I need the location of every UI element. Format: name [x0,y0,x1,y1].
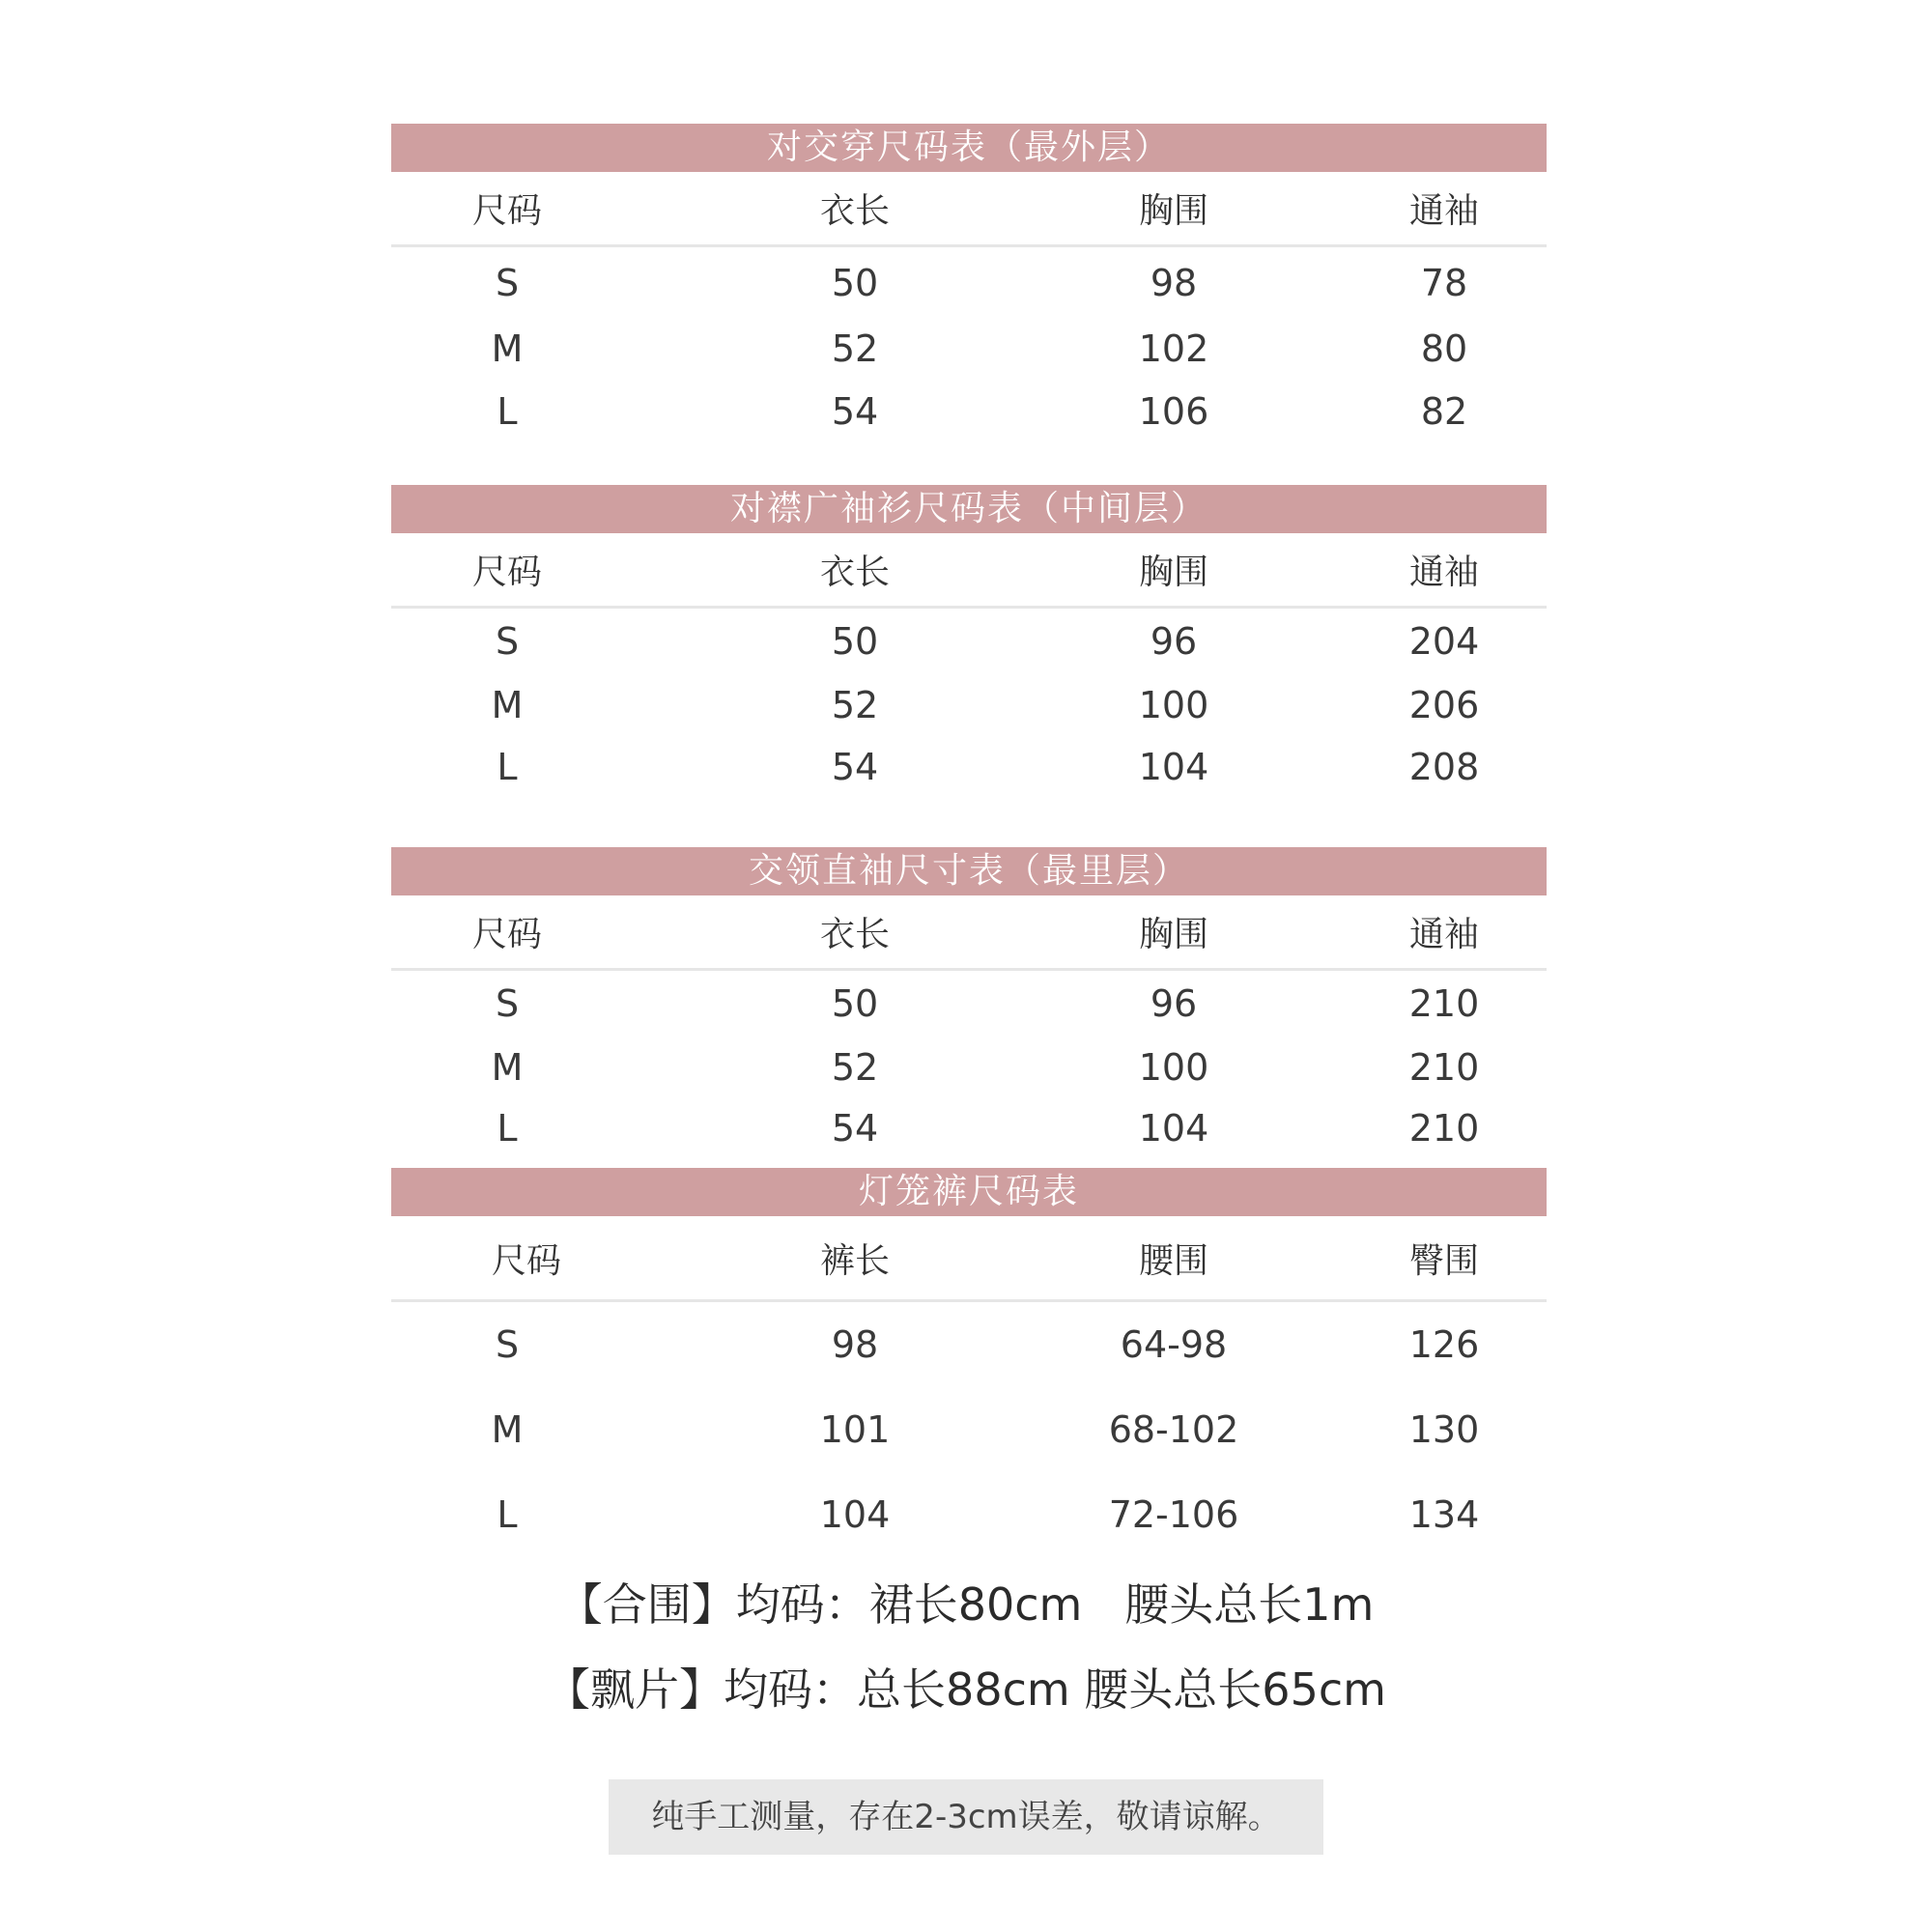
cell-waist: 64-98 [1120,1323,1228,1366]
cell-chest: 104 [1138,1106,1209,1150]
header-hip: 臀围 [1408,1240,1479,1281]
header-pants-length: 裤长 [819,1240,890,1281]
header-waist: 腰围 [1138,1240,1208,1281]
cell-sleeve: 208 [1408,746,1480,788]
cell-length: 54 [831,389,879,433]
cell-length: 50 [831,982,879,1025]
cell-pants-length: 101 [819,1408,891,1451]
cell-chest: 100 [1138,1045,1209,1089]
cell-waist: 68-102 [1108,1408,1239,1451]
header-length: 衣长 [819,915,890,954]
table-title: 灯笼裤尺码表 [391,1168,1547,1216]
cell-size: L [497,1493,518,1536]
table-row [391,249,1547,317]
cell-size: M [491,684,524,726]
cell-sleeve: 206 [1408,684,1480,726]
cell-chest: 96 [1150,620,1198,663]
table-row [391,736,1547,798]
cell-size: S [495,262,520,304]
table-header-row [391,533,1547,609]
header-size: 尺码 [471,915,542,954]
header-size: 尺码 [491,1240,561,1281]
table-row [391,971,1547,1037]
cell-hip: 126 [1408,1323,1480,1366]
cell-hip: 134 [1408,1493,1480,1536]
size-table-lantern-pants [391,1168,1547,1557]
cell-chest: 104 [1138,746,1209,788]
size-table-middle-layer [391,485,1547,798]
header-size: 尺码 [471,553,542,592]
cell-length: 54 [831,746,879,788]
cell-size: S [495,1323,520,1366]
table-row [391,317,1547,380]
header-length: 衣长 [819,553,890,592]
cell-hip: 130 [1408,1408,1480,1451]
cell-size: S [495,620,520,663]
note-wrap-skirt: 【合围】均码：裙长80cm 腰头总长1m [557,1578,1375,1631]
cell-pants-length: 104 [819,1493,891,1536]
header-chest: 胸围 [1138,553,1208,592]
cell-waist: 72-106 [1108,1493,1239,1536]
table-header-row [391,172,1547,247]
header-length: 衣长 [819,191,890,231]
cell-length: 52 [831,1045,879,1089]
cell-pants-length: 98 [831,1323,879,1366]
cell-chest: 96 [1150,982,1198,1025]
table-row [391,380,1547,442]
header-chest: 胸围 [1138,915,1208,954]
cell-length: 50 [831,262,879,304]
header-sleeve: 通袖 [1408,191,1479,231]
table-row [391,1302,1547,1387]
cell-sleeve: 210 [1408,982,1480,1025]
header-size: 尺码 [471,191,542,231]
header-chest: 胸围 [1138,191,1208,231]
cell-chest: 102 [1138,327,1209,370]
cell-sleeve: 204 [1408,620,1480,663]
table-header-row [391,1216,1547,1302]
header-sleeve: 通袖 [1408,915,1479,954]
table-header-row [391,895,1547,971]
cell-chest: 100 [1138,684,1209,726]
table-title: 交领直袖尺寸表（最里层） [391,847,1547,895]
size-table-outer-layer [391,124,1547,442]
table-row [391,1037,1547,1097]
cell-length: 52 [831,327,879,370]
cell-sleeve: 210 [1408,1106,1480,1150]
size-table-inner-layer [391,847,1547,1158]
cell-size: M [491,1045,524,1089]
cell-size: M [491,1408,524,1451]
cell-sleeve: 210 [1408,1045,1480,1089]
cell-size: L [497,389,518,433]
table-row [391,1472,1547,1557]
cell-length: 52 [831,684,879,726]
measurement-disclaimer: 纯手工测量，存在2-3cm误差，敬请谅解。 [609,1779,1323,1855]
cell-chest: 98 [1150,262,1198,304]
table-row [391,1097,1547,1158]
table-row [391,609,1547,674]
table-row [391,674,1547,736]
cell-chest: 106 [1138,389,1209,433]
header-sleeve: 通袖 [1408,553,1479,592]
note-panel-skirt: 【飘片】均码：总长88cm 腰头总长65cm [546,1663,1386,1716]
cell-size: M [491,327,524,370]
cell-size: L [497,1106,518,1150]
table-row [391,1387,1547,1472]
cell-sleeve: 82 [1420,389,1468,433]
cell-size: S [495,982,520,1025]
table-title: 对襟广袖衫尺码表（中间层） [391,485,1547,533]
cell-size: L [497,746,518,788]
table-title: 对交穿尺码表（最外层） [391,124,1547,172]
cell-sleeve: 80 [1420,327,1468,370]
cell-sleeve: 78 [1420,262,1468,304]
cell-length: 50 [831,620,879,663]
cell-length: 54 [831,1106,879,1150]
